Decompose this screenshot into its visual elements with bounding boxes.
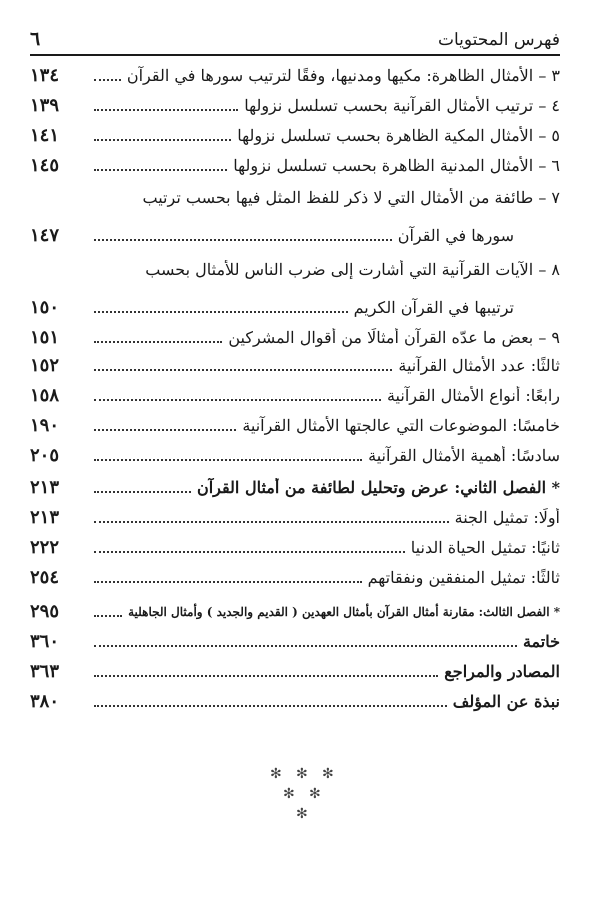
toc-entry-page: ٢٢٢ bbox=[30, 537, 60, 558]
toc-entry bbox=[30, 436, 560, 466]
toc-entry-label: ٨ – الآيات القرآنية التي أشارت إلى ضرب الناس للأمثال بحسب bbox=[145, 260, 560, 279]
dot-leader bbox=[94, 521, 449, 523]
toc-entry-page: ٣٨٠ bbox=[30, 691, 60, 712]
toc-entry-page: ٢١٣ bbox=[30, 507, 60, 528]
toc-entry-label: ٣ – الأمثال الظاهرة: مكيها ومدنيها، وفقًا لترتيب سورها في القرآن bbox=[126, 66, 560, 85]
toc-entry-label: ترتيبها في القرآن الكريم bbox=[353, 298, 514, 317]
toc-entry-page: ١٤٧ bbox=[30, 225, 60, 246]
ornament-star-icon: ✻ bbox=[309, 786, 321, 802]
toc-entry-label: خاتمة bbox=[522, 632, 560, 651]
toc-entry-label: ٤ – ترتيب الأمثال القرآنية بحسب تسلسل نزولها bbox=[244, 96, 560, 115]
toc-entry bbox=[30, 246, 560, 280]
toc-entry bbox=[30, 116, 560, 146]
toc-entry bbox=[30, 682, 560, 712]
toc-entry bbox=[30, 558, 560, 588]
toc-entry-page: ١٣٤ bbox=[30, 65, 60, 86]
ornament-stars bbox=[0, 766, 600, 826]
toc-entry-label: * الفصل الثاني: عرض وتحليل لطائفة من أمثال القرآن bbox=[196, 478, 560, 497]
toc-entry-label: ٥ – الأمثال المكية الظاهرة بحسب تسلسل نزولها bbox=[237, 126, 560, 145]
dot-leader bbox=[94, 139, 231, 141]
page-number: ٦ bbox=[30, 28, 41, 50]
toc-entry-page: ٣٦٠ bbox=[30, 631, 60, 652]
toc-entry bbox=[30, 56, 560, 86]
page-header bbox=[30, 18, 560, 56]
toc-entry-page: ٢٠٥ bbox=[30, 445, 60, 466]
toc-entry-label: * الفصل الثالث: مقارنة أمثال القرآن بأمثال العهدين ( القديم والجديد ) وأمثال الجاهلية bbox=[128, 605, 560, 619]
toc-entry bbox=[30, 652, 560, 682]
toc-entry bbox=[30, 208, 560, 246]
toc-entry bbox=[30, 466, 560, 498]
toc-entry-page: ١٥٠ bbox=[30, 297, 60, 318]
toc-entry-page: ٣٦٣ bbox=[30, 661, 60, 682]
toc-entry-label: سادسًا: أهمية الأمثال القرآنية bbox=[368, 446, 560, 465]
dot-leader bbox=[94, 399, 381, 401]
dot-leader bbox=[94, 645, 517, 647]
toc-entry bbox=[30, 622, 560, 652]
toc-entry-label: ثانيًا: تمثيل الحياة الدنيا bbox=[410, 538, 560, 557]
toc-entry-page: ٢٥٤ bbox=[30, 567, 60, 588]
toc-entry bbox=[30, 376, 560, 406]
dot-leader bbox=[94, 705, 447, 707]
toc-entry-page: ١٤٥ bbox=[30, 155, 60, 176]
table-of-contents bbox=[30, 56, 560, 712]
dot-leader bbox=[94, 369, 392, 371]
dot-leader bbox=[94, 491, 191, 493]
running-title: فهرس المحتويات bbox=[437, 30, 560, 50]
dot-leader bbox=[94, 169, 227, 171]
toc-entry bbox=[30, 498, 560, 528]
toc-entry bbox=[30, 528, 560, 558]
toc-entry bbox=[30, 176, 560, 208]
dot-leader bbox=[94, 109, 238, 111]
ornament-star-icon: ✻ bbox=[296, 766, 308, 782]
toc-entry-label: أولًا: تمثيل الجنة bbox=[454, 508, 560, 527]
dot-leader bbox=[94, 459, 362, 461]
ornament-star-icon: ✻ bbox=[283, 786, 295, 802]
toc-entry bbox=[30, 348, 560, 376]
dot-leader bbox=[94, 581, 362, 583]
toc-entry-label: المصادر والمراجع bbox=[444, 662, 560, 681]
toc-entry-page: ١٥٢ bbox=[30, 355, 60, 376]
toc-entry-label: ثالثًا: تمثيل المنفقين ونفقاتهم bbox=[367, 568, 560, 587]
toc-entry-label: خامسًا: الموضوعات التي عالجتها الأمثال القرآنية bbox=[242, 416, 560, 435]
toc-entry-page: ١٥١ bbox=[30, 327, 60, 348]
dot-leader bbox=[94, 239, 392, 241]
toc-entry bbox=[30, 588, 560, 622]
dot-leader bbox=[94, 311, 348, 313]
toc-entry-page: ٢٩٥ bbox=[30, 601, 60, 622]
dot-leader bbox=[94, 79, 121, 81]
toc-entry bbox=[30, 406, 560, 436]
dot-leader bbox=[94, 429, 236, 431]
toc-entry-page: ١٥٨ bbox=[30, 385, 60, 406]
toc-entry bbox=[30, 86, 560, 116]
dot-leader bbox=[94, 551, 405, 553]
dot-leader bbox=[94, 615, 122, 617]
toc-entry-label: ثالثًا: عدد الأمثال القرآنية bbox=[398, 356, 560, 375]
toc-entry bbox=[30, 146, 560, 176]
toc-entry-label: نبذة عن المؤلف bbox=[452, 692, 560, 711]
toc-entry-label: ٦ – الأمثال المدنية الظاهرة بحسب تسلسل نزولها bbox=[233, 156, 560, 175]
toc-entry-page: ١٤١ bbox=[30, 125, 60, 146]
toc-entry-page: ٢١٣ bbox=[30, 477, 60, 498]
toc-entry-page: ١٩٠ bbox=[30, 415, 60, 436]
toc-entry bbox=[30, 318, 560, 348]
ornament-star-icon: ✻ bbox=[296, 806, 308, 822]
toc-entry-label: سورها في القرآن bbox=[397, 226, 514, 245]
dot-leader bbox=[94, 675, 438, 677]
ornament-star-icon: ✻ bbox=[270, 766, 282, 782]
toc-entry-page: ١٣٩ bbox=[30, 95, 60, 116]
dot-leader bbox=[94, 341, 222, 343]
toc-entry-label: ٧ – طائفة من الأمثال التي لا ذكر للفظ المثل فيها بحسب ترتيب bbox=[142, 188, 560, 207]
toc-entry-label: رابعًا: أنواع الأمثال القرآنية bbox=[386, 386, 560, 405]
ornament-star-icon: ✻ bbox=[322, 766, 334, 782]
toc-entry-label: ٩ – بعض ما عدّه القرآن أمثالًا من أقوال المشركين bbox=[228, 328, 560, 347]
toc-entry bbox=[30, 280, 560, 318]
